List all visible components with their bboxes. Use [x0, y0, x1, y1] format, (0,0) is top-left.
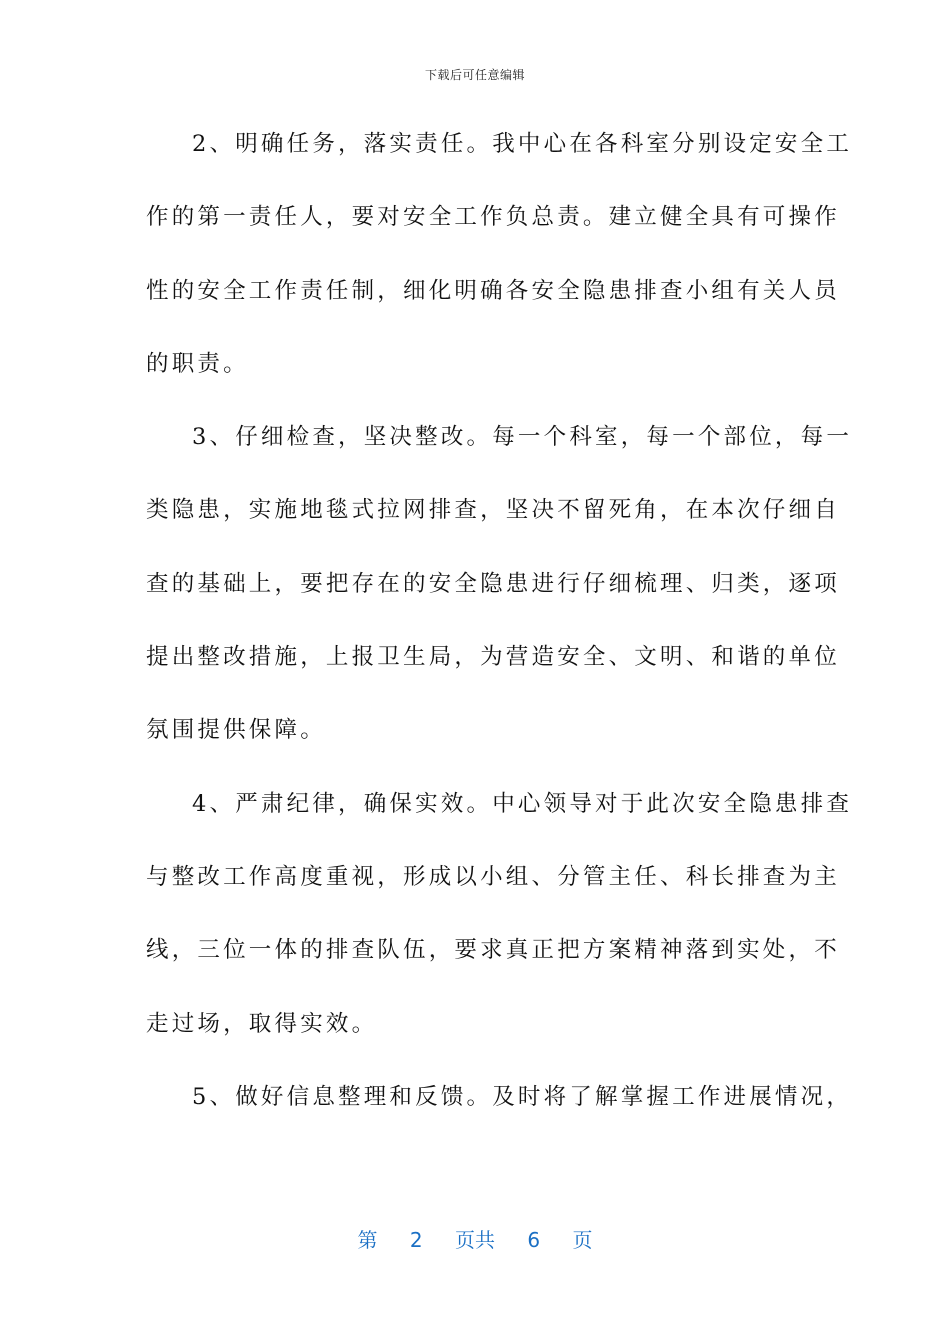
- current-page-number: 2: [409, 1228, 423, 1252]
- paragraph-line: 2、明确任务，落实责任。我中心在各科室分别设定安全工: [192, 131, 853, 157]
- paragraph-line: 类隐患，实施地毯式拉网排查，坚决不留死角，在本次仔细自: [146, 497, 840, 524]
- paragraph-line: 3、仔细检查，坚决整改。每一个科室，每一个部位，每一: [192, 424, 853, 451]
- paragraph-line: 与整改工作高度重视，形成以小组、分管主任、科长排查为主: [146, 863, 840, 890]
- paragraph-line: 走过场，取得实效。: [146, 1010, 378, 1037]
- paragraph-line: 性的安全工作责任制，细化明确各安全隐患排查小组有关人员: [146, 277, 840, 304]
- header-note: 下载后可任意编辑: [424, 68, 525, 82]
- paragraph-line: 查的基础上，要把存在的安全隐患进行仔细梳理、归类，逐项: [146, 570, 840, 597]
- footer-suffix: 页: [572, 1228, 593, 1252]
- footer-middle: 页共: [455, 1228, 495, 1252]
- document-body: [146, 108, 853, 1134]
- paragraph-line: 4、严肃纪律，确保实效。中心领导对于此次安全隐患排查: [192, 790, 853, 817]
- total-pages-number: 6: [527, 1228, 541, 1252]
- paragraph-line: 提出整改措施，上报卫生局，为营造安全、文明、和谐的单位: [146, 644, 840, 671]
- paragraph-line: 线，三位一体的排查队伍，要求真正把方案精神落到实处，不: [146, 937, 840, 964]
- paragraph-line: 作的第一责任人，要对安全工作负总责。建立健全具有可操作: [146, 204, 840, 231]
- page-footer: [0, 1224, 950, 1253]
- paragraph-line: 氛围提供保障。: [146, 717, 326, 744]
- paragraph-line: 5、做好信息整理和反馈。及时将了解掌握工作进展情况，: [192, 1083, 853, 1110]
- paragraph-line: 的职责。: [146, 350, 249, 377]
- footer-prefix: 第: [357, 1228, 378, 1252]
